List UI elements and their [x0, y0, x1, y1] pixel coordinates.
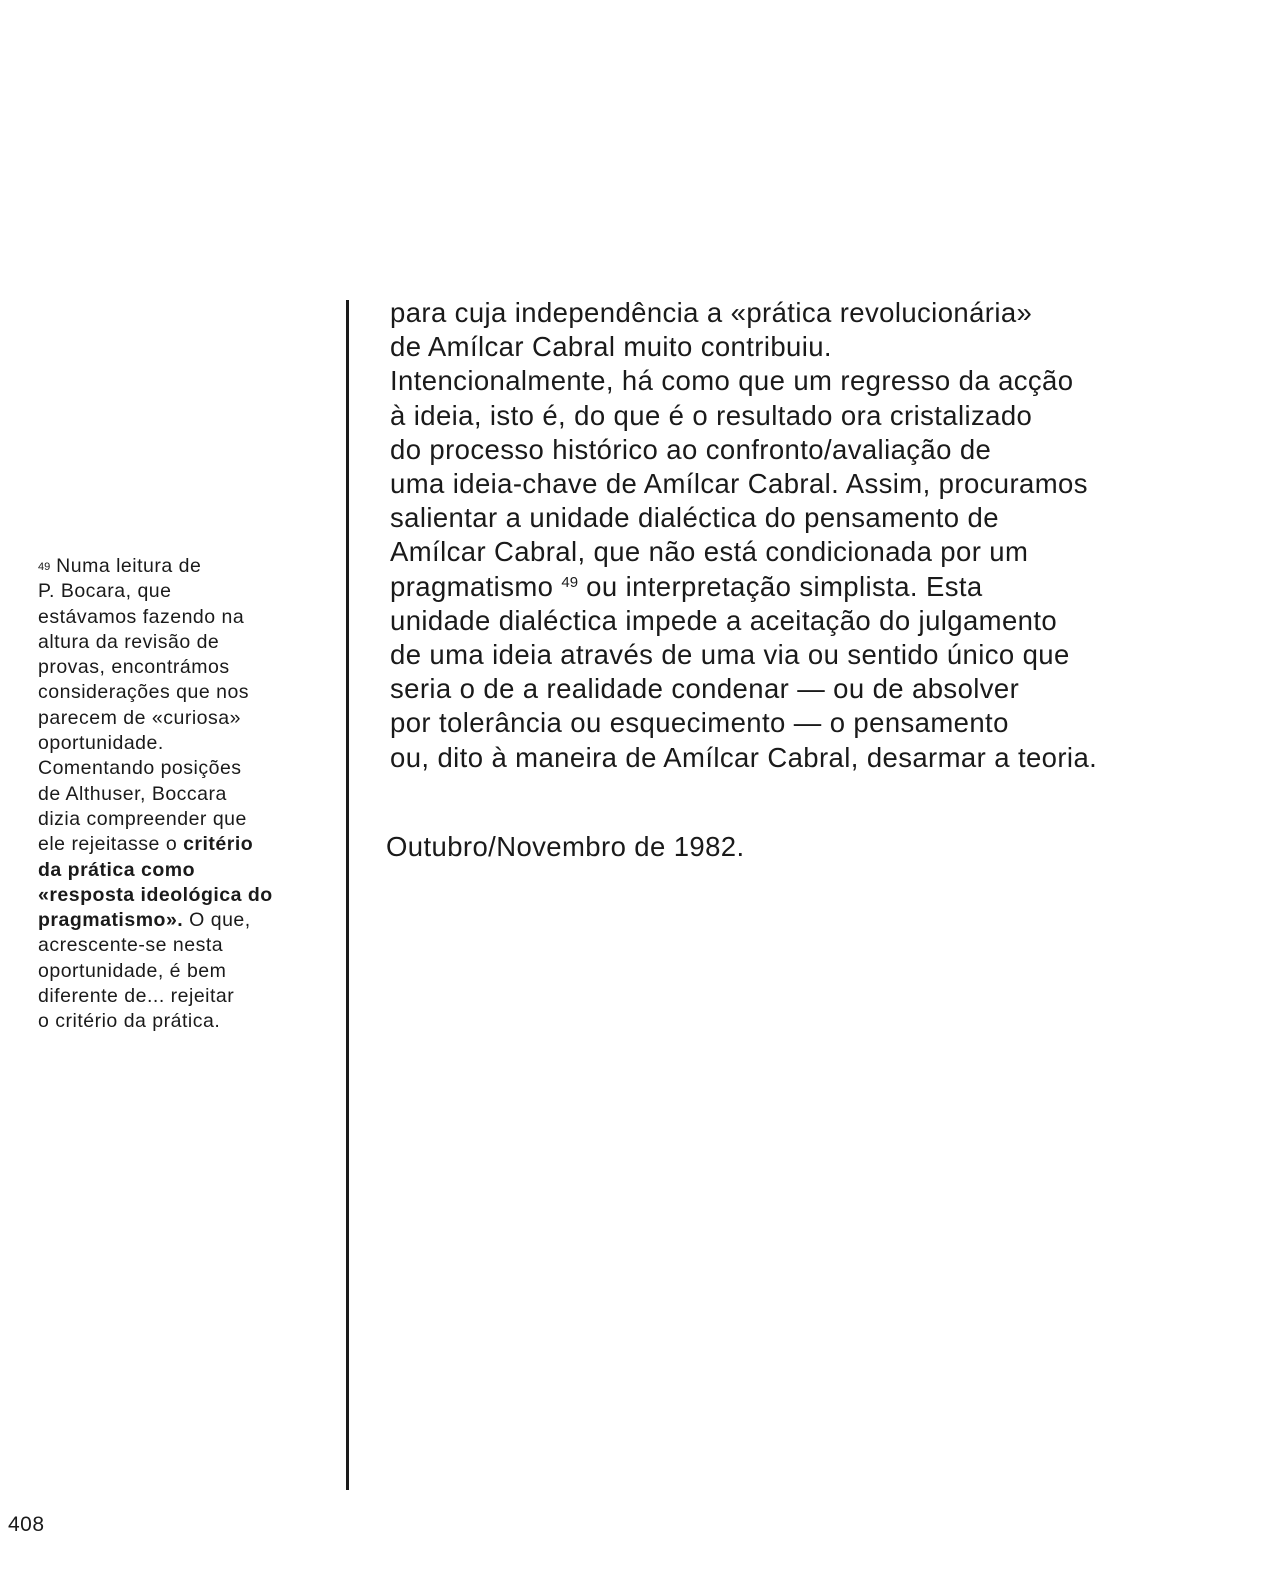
page-number: 408 [8, 1513, 45, 1536]
footnote-line: Comentando posições [38, 757, 242, 780]
paragraph-line: unidade dialéctica impede a aceitação do julgamento [390, 604, 1058, 636]
paragraph-line: uma ideia-chave de Amílcar Cabral. Assim, procuramos [390, 468, 1088, 500]
paragraph-line: de uma ideia através de uma via ou sentido único que [390, 639, 1070, 671]
footnote-line: considerações que nos [38, 681, 250, 704]
footnote-line [38, 908, 338, 933]
paragraph-text: pragmatismo [390, 570, 554, 602]
paragraph-text: ou interpretação simplista. Esta [578, 570, 983, 602]
footnote-bold-text: «resposta ideológica do [38, 883, 273, 906]
footnote-line: dizia compreender que [38, 807, 247, 830]
footnote-line: oportunidade. [38, 732, 164, 755]
paragraph-line [390, 570, 1250, 604]
paragraph-line: de Amílcar Cabral muito contribuiu. [390, 331, 832, 363]
paragraph-line: Amílcar Cabral, que não está condicionada por um [390, 536, 1029, 568]
footnote-text: ele rejeitasse o [38, 833, 184, 856]
footnote-line: altura da revisão de [38, 630, 220, 653]
margin-footnote [38, 554, 338, 1035]
footnote-line: oportunidade, é bem [38, 959, 227, 982]
paragraph-line: seria o de a realidade condenar — ou de absolver [390, 673, 1020, 705]
paragraph-line: ou, dito à maneira de Amílcar Cabral, desarmar a teoria. [390, 741, 1098, 773]
paragraph-line: à ideia, isto é, do que é o resultado ora cristalizado [390, 399, 1033, 431]
paragraph-line: do processo histórico ao confronto/avaliação de [390, 433, 992, 465]
footnote-line: provas, encontrámos [38, 656, 230, 679]
footnote-line [38, 554, 338, 579]
footnote-line [38, 858, 338, 883]
footnote-text: O que, [183, 909, 251, 932]
footnote-line [38, 883, 338, 908]
column-divider-rule [346, 300, 349, 1490]
footnote-line: P. Bocara, que [38, 580, 172, 603]
paragraph-line: por tolerância ou esquecimento — o pensamento [390, 707, 1009, 739]
footnote-bold-text: da prática como [38, 858, 196, 881]
paragraph-line: Intencionalmente, há como que um regresso da acção [390, 365, 1074, 397]
footnote-line: parecem de «curiosa» [38, 706, 241, 729]
footnote-marker: 49 [38, 561, 51, 573]
footnote-line: estávamos fazendo na [38, 605, 245, 628]
footnote-line: diferente de... rejeitar [38, 985, 235, 1008]
footnote-line: de Althuser, Boccara [38, 782, 227, 805]
footnote-reference[interactable]: 49 [561, 573, 579, 591]
footnote-text: Numa leitura de [50, 555, 202, 577]
footnote-line: o critério da prática. [38, 1010, 221, 1033]
date-line: Outubro/Novembro de 1982. [386, 831, 745, 862]
footnote-bold-text: critério [183, 833, 254, 856]
paragraph-line: salientar a unidade dialéctica do pensamento de [390, 502, 999, 534]
footnote-line [38, 832, 338, 857]
footnote-bold-text: pragmatismo». [38, 909, 184, 932]
footnote-line: acrescente-se nesta [38, 934, 224, 957]
paragraph-line: para cuja independência a «prática revolucionária» [390, 297, 1033, 328]
main-paragraph [390, 296, 1250, 775]
